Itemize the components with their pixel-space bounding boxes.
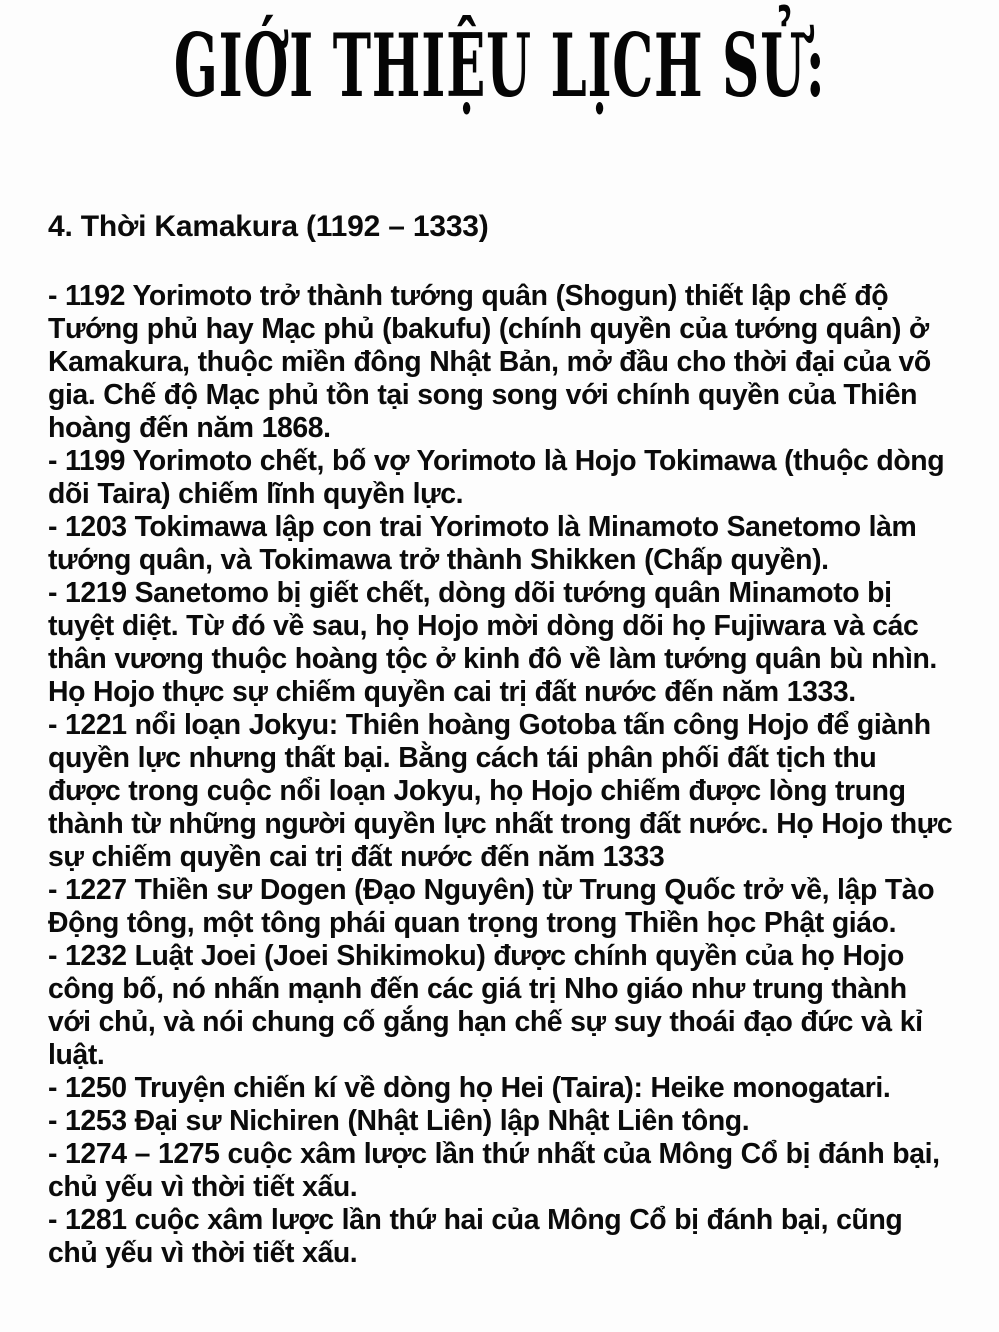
- event-paragraph-1281: - 1281 cuộc xâm lược lần thứ hai của Mông Cổ bị đánh bại, cũng chủ yếu vì thời tiết xấu.: [48, 1204, 903, 1269]
- event-paragraph-1192: - 1192 Yorimoto trở thành tướng quân (Shogun) thiết lập chế độ Tướng phủ hay Mạc phủ (bakufu) (chính quyền của tướng quân) ở Kamakura, thuộc miền đông Nhật Bản, mở đầu cho thời đại của võ gia. Chế độ Mạc phủ tồn tại song song với chính quyền của Thiên hoàng đến năm 1868.: [48, 280, 931, 444]
- section-heading: 4. Thời Kamakura (1192 – 1333): [48, 210, 489, 243]
- title-container: [0, 0, 999, 164]
- event-paragraph-1203: - 1203 Tokimawa lập con trai Yorimoto là Minamoto Sanetomo làm tướng quân, và Tokimawa trở thành Shikken (Chấp quyền).: [48, 511, 917, 576]
- event-paragraph-1199: - 1199 Yorimoto chết, bố vợ Yorimoto là Hojo Tokimawa (thuộc dòng dõi Taira) chiếm lĩnh quyền lực.: [48, 445, 945, 510]
- event-paragraph-1253: - 1253 Đại sư Nichiren (Nhật Liên) lập Nhật Liên tông.: [48, 1105, 750, 1137]
- event-paragraph-1221: - 1221 nổi loạn Jokyu: Thiên hoàng Gotoba tấn công Hojo để giành quyền lực nhưng thất bại. Bằng cách tái phân phối đất tịch thu được trong cuộc nổi loạn Jokyu, họ Hojo chiếm được lòng trung thành từ những người quyền lực nhất trong đất nước. Họ Hojo thực sự chiếm quyền cai trị đất nước đến năm 1333: [48, 709, 953, 873]
- event-paragraph-1274: - 1274 – 1275 cuộc xâm lược lần thứ nhất của Mông Cổ bị đánh bại, chủ yếu vì thời tiết xấu.: [48, 1138, 940, 1203]
- event-paragraph-1250: - 1250 Truyện chiến kí về dòng họ Hei (Taira): Heike monogatari.: [48, 1072, 891, 1104]
- event-paragraph-1219: - 1219 Sanetomo bị giết chết, dòng dõi tướng quân Minamoto bị tuyệt diệt. Từ đó về sau, họ Hojo mời dòng dõi họ Fujiwara và các thân vương thuộc hoàng tộc ở kinh đô về làm tướng quân bù nhìn. Họ Hojo thực sự chiếm quyền cai trị đất nước đến năm 1333.: [48, 577, 937, 708]
- event-paragraph-1227: - 1227 Thiền sư Dogen (Đạo Nguyên) từ Trung Quốc trở về, lập Tào Động tông, một tông phái quan trọng trong Thiền học Phật giáo.: [48, 874, 935, 939]
- event-list: [48, 280, 953, 1270]
- event-paragraph-1232: - 1232 Luật Joei (Joei Shikimoku) được chính quyền của họ Hojo công bố, nó nhấn mạnh đến các giá trị Nho giáo như trung thành với chủ, và nói chung cố gắng hạn chế sự suy thoái đạo đức và kỉ luật.: [48, 940, 923, 1071]
- page-title: GIỚI THIỆU LỊCH SỬ:: [173, 14, 826, 117]
